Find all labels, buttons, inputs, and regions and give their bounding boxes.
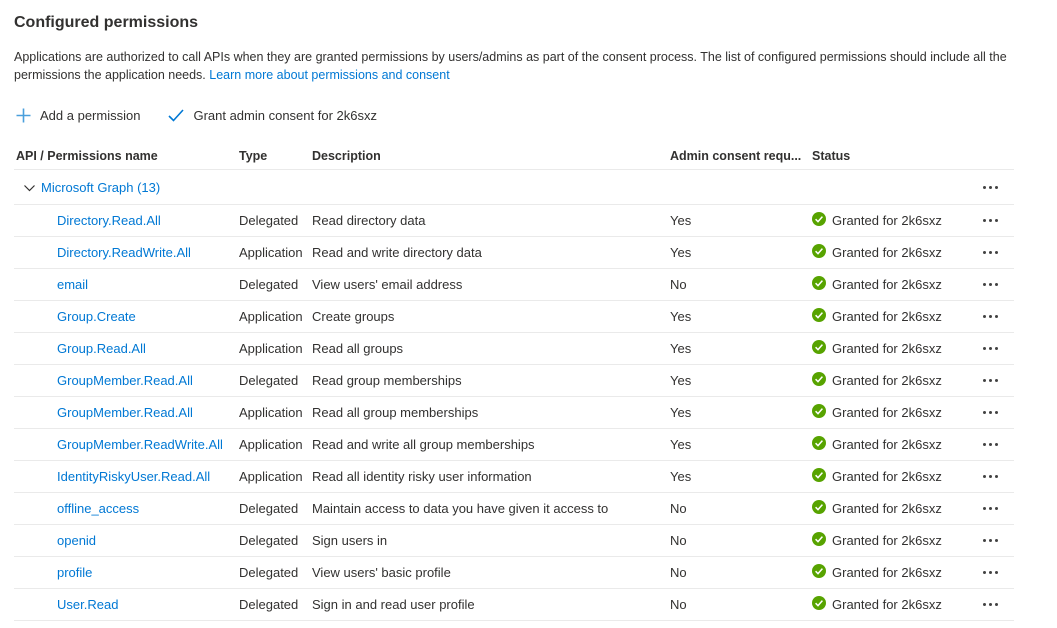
permission-name-link[interactable]: GroupMember.Read.All: [57, 405, 193, 421]
status-text: Granted for 2k6sxz: [832, 245, 942, 261]
permission-type-cell: Application: [239, 469, 303, 485]
status-text: Granted for 2k6sxz: [832, 533, 942, 549]
permission-type-cell: Application: [239, 437, 303, 453]
group-expander-button[interactable]: [22, 178, 37, 197]
status-cell: [812, 212, 974, 229]
permission-type-cell: Delegated: [239, 277, 299, 293]
more-options-button[interactable]: [981, 279, 1000, 290]
status-text: Granted for 2k6sxz: [832, 469, 942, 485]
status-text: Granted for 2k6sxz: [832, 373, 942, 389]
status-cell: [812, 372, 974, 389]
header-api-permissions-name: API / Permissions name: [16, 149, 158, 164]
permission-description-cell: View users' email address: [312, 277, 463, 293]
permission-description-cell: Maintain access to data you have given it access to: [312, 501, 609, 517]
status-cell: [812, 436, 974, 453]
ellipsis-icon: [983, 186, 986, 189]
permission-type-cell: Application: [239, 245, 303, 261]
permission-name-link[interactable]: profile: [57, 565, 93, 581]
status-cell: [812, 532, 974, 549]
more-options-button[interactable]: [981, 567, 1000, 578]
more-options-button[interactable]: [981, 439, 1000, 450]
row-actions-cell: [974, 375, 1014, 386]
permission-type-cell: Delegated: [239, 373, 299, 389]
status-text: Granted for 2k6sxz: [832, 437, 942, 453]
add-permission-label: Add a permission: [40, 108, 141, 124]
header-status: Status: [812, 149, 851, 164]
status-cell: [812, 276, 974, 293]
status-text: Granted for 2k6sxz: [832, 405, 942, 421]
status-text: Granted for 2k6sxz: [832, 597, 942, 613]
permission-type-cell: Delegated: [239, 533, 299, 549]
status-cell: [812, 468, 974, 485]
permission-description-cell: Read and write all group memberships: [312, 437, 535, 453]
permissions-table: [14, 143, 1014, 621]
ellipsis-icon: [983, 475, 986, 478]
table-row: [14, 365, 1014, 397]
permission-name-cell: [14, 309, 239, 324]
row-actions-cell: [974, 407, 1014, 418]
ellipsis-icon: [983, 411, 986, 414]
permission-name-cell: [14, 437, 239, 452]
status-text: Granted for 2k6sxz: [832, 341, 942, 357]
more-options-button[interactable]: [981, 343, 1000, 354]
admin-consent-required-cell: No: [670, 277, 687, 293]
admin-consent-required-cell: Yes: [670, 341, 692, 357]
table-row: [14, 269, 1014, 301]
more-options-button[interactable]: [981, 247, 1000, 258]
plus-icon: [16, 108, 31, 123]
permission-type-cell: Delegated: [239, 501, 299, 517]
ellipsis-icon: [983, 379, 986, 382]
ellipsis-icon: [983, 603, 986, 606]
permission-name-cell: [14, 469, 239, 484]
permission-name-cell: [14, 341, 239, 356]
permission-description-cell: Read all groups: [312, 341, 404, 357]
row-actions-cell: [974, 343, 1014, 354]
permission-name-link[interactable]: GroupMember.ReadWrite.All: [57, 437, 223, 453]
status-cell: [812, 308, 974, 325]
admin-consent-required-cell: Yes: [670, 437, 692, 453]
more-options-button[interactable]: [981, 375, 1000, 386]
row-actions-cell: [974, 503, 1014, 514]
more-options-button[interactable]: [981, 535, 1000, 546]
table-row: [14, 237, 1014, 269]
table-row: [14, 461, 1014, 493]
check-circle-icon: [812, 436, 826, 453]
more-options-button[interactable]: [981, 471, 1000, 482]
table-row: [14, 205, 1014, 237]
permission-name-link[interactable]: openid: [57, 533, 97, 549]
admin-consent-required-cell: No: [670, 565, 687, 581]
section-description: [14, 48, 1012, 84]
admin-consent-required-cell: No: [670, 501, 687, 517]
check-circle-icon: [812, 532, 826, 549]
table-row: [14, 429, 1014, 461]
check-circle-icon: [812, 468, 826, 485]
api-group-link[interactable]: Microsoft Graph (13): [41, 179, 161, 195]
more-options-button[interactable]: [981, 182, 1000, 193]
check-circle-icon: [812, 276, 826, 293]
table-row: [14, 589, 1014, 621]
permission-description-cell: Read and write directory data: [312, 245, 482, 261]
permission-type-cell: Application: [239, 309, 303, 325]
more-options-button[interactable]: [981, 503, 1000, 514]
row-actions-cell: [974, 599, 1014, 610]
table-row: [14, 525, 1014, 557]
check-circle-icon: [812, 340, 826, 357]
permission-name-cell: [14, 405, 239, 420]
table-row: [14, 557, 1014, 589]
description-text: Applications are authorized to call APIs when they are granted permissions by users/admins as part of the consent process. The list of configured permissions should include all the permissions the application needs.: [14, 50, 1007, 83]
status-cell: [812, 244, 974, 261]
check-circle-icon: [812, 564, 826, 581]
permission-type-cell: Delegated: [239, 565, 299, 581]
learn-more-link[interactable]: Learn more about permissions and consent: [209, 68, 450, 83]
permission-name-link[interactable]: IdentityRiskyUser.Read.All: [57, 469, 211, 485]
status-cell: [812, 340, 974, 357]
permission-name-link[interactable]: Group.Create: [57, 309, 136, 325]
more-options-button[interactable]: [981, 599, 1000, 610]
check-circle-icon: [812, 244, 826, 261]
status-text: Granted for 2k6sxz: [832, 277, 942, 293]
permission-description-cell: Sign in and read user profile: [312, 597, 475, 613]
more-options-button[interactable]: [981, 215, 1000, 226]
permission-description-cell: Read all identity risky user information: [312, 469, 532, 485]
chevron-down-icon: [24, 180, 35, 195]
status-text: Granted for 2k6sxz: [832, 213, 942, 229]
ellipsis-icon: [983, 315, 986, 318]
permission-name-cell: [14, 501, 239, 516]
grant-admin-consent-label: Grant admin consent for 2k6sxz: [193, 108, 377, 124]
status-text: Granted for 2k6sxz: [832, 309, 942, 325]
row-actions-cell: [974, 311, 1014, 322]
check-circle-icon: [812, 372, 826, 389]
more-options-button[interactable]: [981, 407, 1000, 418]
table-row: [14, 333, 1014, 365]
header-admin-consent-required: Admin consent requ...: [670, 149, 802, 164]
row-actions-cell: [974, 247, 1014, 258]
permission-description-cell: Create groups: [312, 309, 395, 325]
grant-admin-consent-button[interactable]: [168, 106, 377, 125]
table-header-row: [14, 143, 1014, 170]
check-circle-icon: [812, 500, 826, 517]
ellipsis-icon: [983, 283, 986, 286]
page-title: Configured permissions: [14, 14, 199, 31]
permission-type-cell: Delegated: [239, 213, 299, 229]
ellipsis-icon: [983, 571, 986, 574]
admin-consent-required-cell: No: [670, 597, 687, 613]
add-permission-button[interactable]: [16, 106, 140, 125]
ellipsis-icon: [983, 219, 986, 222]
permission-description-cell: Read group memberships: [312, 373, 462, 389]
status-text: Granted for 2k6sxz: [832, 565, 942, 581]
admin-consent-required-cell: Yes: [670, 405, 692, 421]
header-type: Type: [239, 149, 268, 164]
check-circle-icon: [812, 596, 826, 613]
permission-name-cell: [14, 373, 239, 388]
permission-name-link[interactable]: Directory.Read.All: [57, 213, 161, 229]
row-actions-cell: [974, 279, 1014, 290]
row-actions-cell: [974, 471, 1014, 482]
row-actions-cell: [974, 535, 1014, 546]
permission-name-link[interactable]: GroupMember.Read.All: [57, 373, 193, 389]
check-circle-icon: [812, 308, 826, 325]
api-group-row: [14, 170, 1014, 205]
table-body: [14, 205, 1014, 621]
ellipsis-icon: [983, 539, 986, 542]
admin-consent-required-cell: Yes: [670, 213, 692, 229]
admin-consent-required-cell: Yes: [670, 245, 692, 261]
more-options-button[interactable]: [981, 311, 1000, 322]
permission-description-cell: View users' basic profile: [312, 565, 451, 581]
permission-name-cell: [14, 277, 239, 292]
permission-name-cell: [14, 597, 239, 612]
table-row: [14, 397, 1014, 429]
row-actions-cell: [974, 567, 1014, 578]
api-group-cell: [14, 178, 974, 197]
permission-name-link[interactable]: Group.Read.All: [57, 341, 146, 357]
status-cell: [812, 404, 974, 421]
ellipsis-icon: [983, 251, 986, 254]
admin-consent-required-cell: Yes: [670, 309, 692, 325]
permission-description-cell: Sign users in: [312, 533, 388, 549]
status-cell: [812, 500, 974, 517]
row-actions-cell: [974, 439, 1014, 450]
table-row: [14, 493, 1014, 525]
status-text: Granted for 2k6sxz: [832, 501, 942, 517]
ellipsis-icon: [983, 443, 986, 446]
permission-name-cell: [14, 245, 239, 260]
check-circle-icon: [812, 404, 826, 421]
permission-name-link[interactable]: email: [57, 277, 89, 293]
permission-name-link[interactable]: User.Read: [57, 597, 119, 613]
permission-name-cell: [14, 213, 239, 228]
check-circle-icon: [812, 212, 826, 229]
permission-name-link[interactable]: Directory.ReadWrite.All: [57, 245, 191, 261]
table-row: [14, 301, 1014, 333]
permission-type-cell: Delegated: [239, 597, 299, 613]
permissions-toolbar: [16, 106, 1014, 125]
ellipsis-icon: [983, 347, 986, 350]
permission-type-cell: Application: [239, 405, 303, 421]
ellipsis-icon: [983, 507, 986, 510]
permission-type-cell: Application: [239, 341, 303, 357]
permission-name-link[interactable]: offline_access: [57, 501, 140, 517]
group-actions-cell: [974, 182, 1014, 193]
permission-name-cell: [14, 565, 239, 580]
header-description: Description: [312, 149, 381, 164]
check-icon: [168, 109, 184, 122]
row-actions-cell: [974, 215, 1014, 226]
admin-consent-required-cell: No: [670, 533, 687, 549]
permission-description-cell: Read directory data: [312, 213, 426, 229]
status-cell: [812, 596, 974, 613]
permission-description-cell: Read all group memberships: [312, 405, 479, 421]
status-cell: [812, 564, 974, 581]
permission-name-cell: [14, 533, 239, 548]
admin-consent-required-cell: Yes: [670, 373, 692, 389]
admin-consent-required-cell: Yes: [670, 469, 692, 485]
